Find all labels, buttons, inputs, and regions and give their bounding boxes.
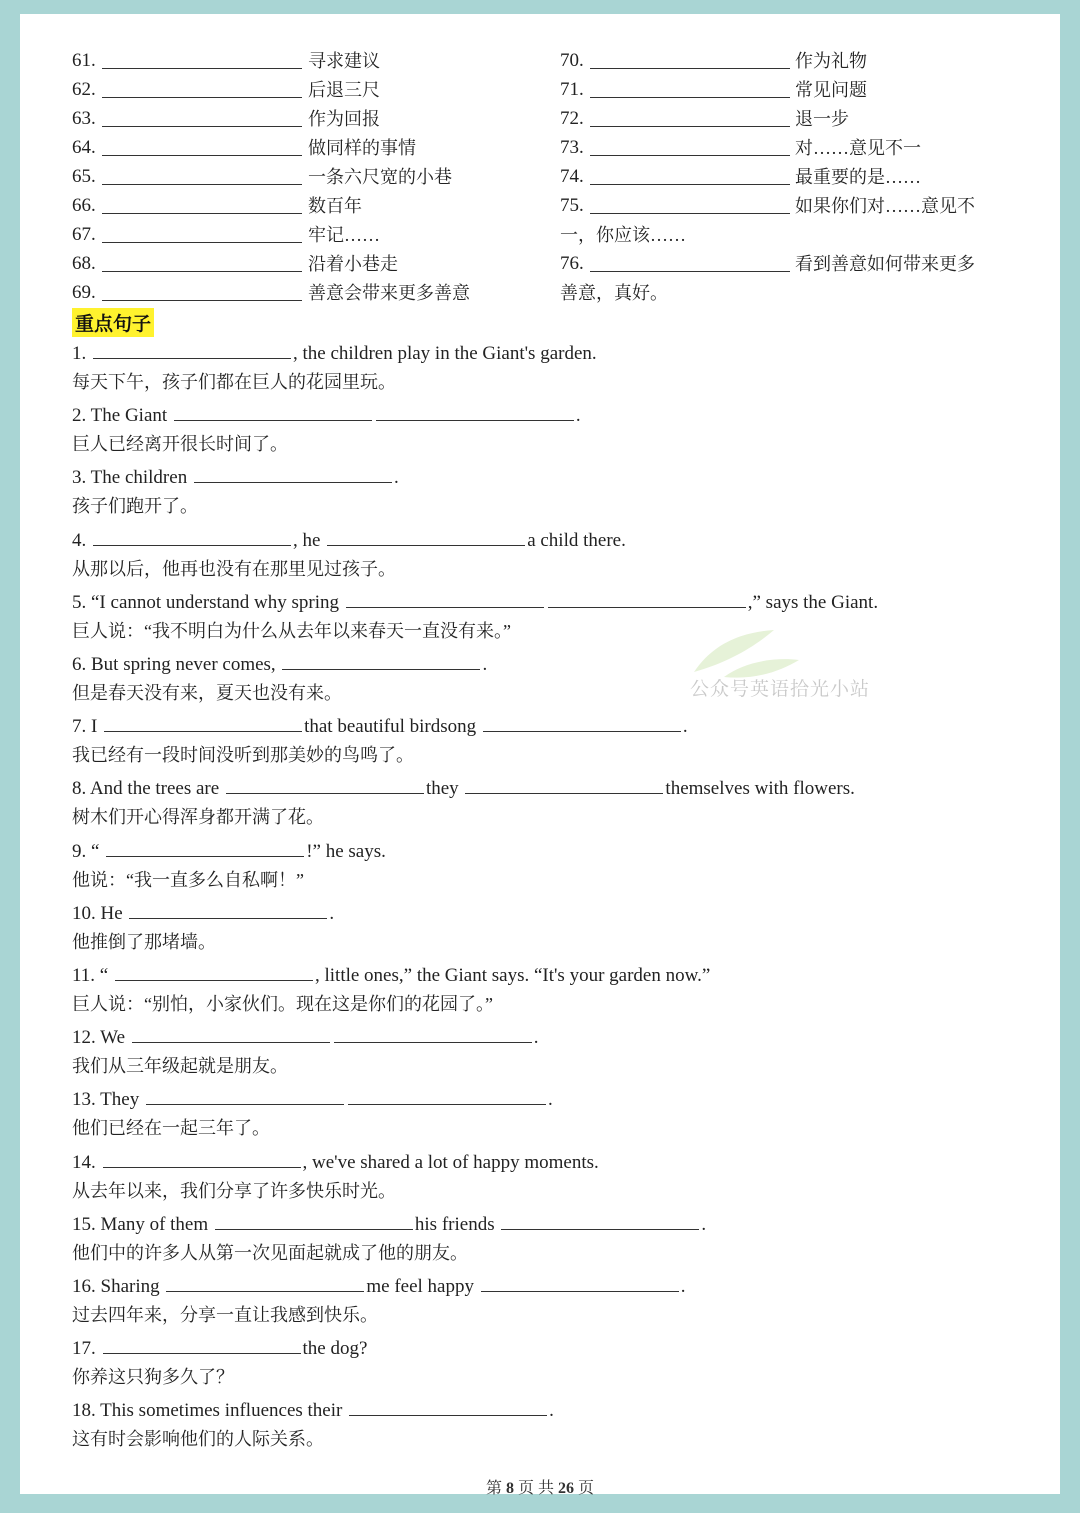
- sentence-text: 8. And the trees are: [72, 778, 220, 799]
- vocab-number: 64.: [72, 137, 96, 158]
- sentence-text: 4.: [72, 530, 87, 551]
- vocab-number: 65.: [72, 166, 96, 187]
- sentence-text: .: [393, 467, 399, 488]
- answer-blank[interactable]: [590, 139, 790, 156]
- sentence-translation: 巨人已经离开很长时间了。: [72, 434, 288, 454]
- vocab-meaning: 善意会带来更多善意: [308, 283, 470, 303]
- sentence-text: his friends: [414, 1214, 495, 1235]
- sentence-translation: 巨人说：“我不明白为什么从去年以来春天一直没有来。”: [72, 621, 511, 641]
- sentence-3: [72, 466, 399, 490]
- worksheet-page: [20, 14, 1060, 1497]
- sentence-6: [72, 653, 487, 677]
- vocab-number: 63.: [72, 108, 96, 129]
- answer-blank[interactable]: [102, 139, 302, 156]
- sentence-text: 14.: [72, 1152, 96, 1173]
- sentence-text: , the children play in the Giant's garden.: [293, 343, 597, 364]
- answer-blank[interactable]: [590, 168, 790, 185]
- vocab-number: 61.: [72, 50, 96, 71]
- vocab-number: 71.: [560, 79, 584, 100]
- vocab-number: 62.: [72, 79, 96, 100]
- sentence-text: 15. Many of them: [72, 1214, 209, 1235]
- sentence-text: .: [547, 1089, 553, 1110]
- vocab-number: 69.: [72, 282, 96, 303]
- answer-blank[interactable]: [590, 52, 790, 69]
- answer-blank[interactable]: [334, 1026, 532, 1043]
- vocab-meaning: 后退三尺: [308, 80, 380, 100]
- sentence-text: .: [329, 903, 335, 924]
- footer-page-number: 8: [505, 1480, 514, 1497]
- vocab-number: 70.: [560, 50, 584, 71]
- vocab-meaning: 常见问题: [795, 80, 867, 100]
- sentence-text: 16. Sharing: [72, 1276, 160, 1297]
- sentence-text: 3. The children: [72, 467, 188, 488]
- answer-blank[interactable]: [215, 1213, 413, 1230]
- sentence-4: [72, 529, 626, 553]
- answer-blank[interactable]: [465, 777, 663, 794]
- answer-blank[interactable]: [115, 964, 313, 981]
- answer-blank[interactable]: [93, 342, 291, 359]
- answer-blank[interactable]: [590, 255, 790, 272]
- sentence-translation: 巨人说：“别怕，小家伙们。现在这是你们的花园了。”: [72, 994, 493, 1014]
- sentence-text: .: [533, 1027, 539, 1048]
- sentence-8: [72, 777, 855, 801]
- footer-post: 页: [578, 1480, 595, 1497]
- vocab-number: 68.: [72, 253, 96, 274]
- answer-blank[interactable]: [102, 284, 302, 301]
- sentence-7: [72, 715, 688, 739]
- sentence-text: that beautiful birdsong: [304, 716, 477, 737]
- sentence-text: 11. “: [72, 965, 109, 986]
- vocab-meaning: 做同样的事情: [308, 138, 416, 158]
- answer-blank[interactable]: [102, 255, 302, 272]
- sentence-text: !” he says.: [306, 841, 386, 862]
- sentence-text: 13. They: [72, 1089, 140, 1110]
- answer-blank[interactable]: [102, 81, 302, 98]
- answer-blank[interactable]: [93, 529, 291, 546]
- answer-blank[interactable]: [349, 1399, 547, 1416]
- sentence-translation: 他推倒了那堵墙。: [72, 932, 216, 952]
- answer-blank[interactable]: [226, 777, 424, 794]
- vocab-meaning: 作为回报: [308, 109, 380, 129]
- vocab-meaning-continued: 一，你应该……: [560, 225, 686, 245]
- sentence-text: they: [425, 778, 459, 799]
- answer-blank[interactable]: [102, 110, 302, 127]
- answer-blank[interactable]: [483, 715, 681, 732]
- sentence-text: 12. We: [72, 1027, 126, 1048]
- answer-blank[interactable]: [103, 1151, 301, 1168]
- sentence-translation: 我们从三年级起就是朋友。: [72, 1056, 288, 1076]
- sentence-text: , he: [293, 530, 321, 551]
- sentence-text: ,” says the Giant.: [747, 592, 879, 613]
- answer-blank[interactable]: [327, 529, 525, 546]
- answer-blank[interactable]: [481, 1275, 679, 1292]
- vocab-number: 73.: [560, 137, 584, 158]
- sentence-1: [72, 342, 597, 366]
- vocab-meaning: 寻求建议: [308, 51, 380, 71]
- vocab-meaning: 如果你们对……意见不: [795, 196, 975, 216]
- vocab-number: 67.: [72, 224, 96, 245]
- vocab-meaning: 数百年: [308, 196, 362, 216]
- vocab-meaning: 退一步: [795, 109, 849, 129]
- sentence-translation: 这有时会影响他们的人际关系。: [72, 1429, 324, 1449]
- answer-blank[interactable]: [194, 466, 392, 483]
- vocab-number: 72.: [560, 108, 584, 129]
- vocab-meaning: 沿着小巷走: [308, 254, 398, 274]
- sentence-text: , we've shared a lot of happy moments.: [302, 1152, 599, 1173]
- sentence-translation: 过去四年来，分享一直让我感到快乐。: [72, 1305, 378, 1325]
- sentence-translation: 每天下午，孩子们都在巨人的花园里玩。: [72, 372, 396, 392]
- sentence-text: 6. But spring never comes,: [72, 654, 276, 675]
- answer-blank[interactable]: [348, 1088, 546, 1105]
- sentence-11: [72, 964, 710, 988]
- answer-blank[interactable]: [501, 1213, 699, 1230]
- sentence-translation: 我已经有一段时间没听到那美妙的鸟鸣了。: [72, 745, 414, 765]
- answer-blank[interactable]: [103, 1337, 301, 1354]
- vocab-meaning-continued: 善意，真好。: [560, 283, 668, 303]
- sentence-text: .: [682, 716, 688, 737]
- sentence-5: [72, 591, 878, 615]
- sentence-text: 2. The Giant: [72, 405, 168, 426]
- answer-blank[interactable]: [146, 1088, 344, 1105]
- answer-blank[interactable]: [166, 1275, 364, 1292]
- answer-blank[interactable]: [590, 197, 790, 214]
- sentence-text: .: [575, 405, 581, 426]
- answer-blank[interactable]: [174, 404, 372, 421]
- sentence-text: 1.: [72, 343, 87, 364]
- section-title: 重点句子: [72, 308, 154, 337]
- answer-blank[interactable]: [282, 653, 480, 670]
- vocab-meaning: 牢记……: [308, 225, 380, 245]
- footer-pre: 第: [485, 1480, 502, 1497]
- sentence-text: 18. This sometimes influences their: [72, 1400, 343, 1421]
- sentence-translation: 他们中的许多人从第一次见面起就成了他的朋友。: [72, 1243, 468, 1263]
- sentence-14: [72, 1151, 599, 1175]
- vocab-number: 74.: [560, 166, 584, 187]
- sentence-text: 9. “: [72, 841, 100, 862]
- sentence-12: [72, 1026, 539, 1050]
- sentence-18: [72, 1399, 554, 1423]
- answer-blank[interactable]: [346, 591, 544, 608]
- vocab-number: 66.: [72, 195, 96, 216]
- vocab-number: 75.: [560, 195, 584, 216]
- sentence-translation: 树木们开心得浑身都开满了花。: [72, 807, 324, 827]
- answer-blank[interactable]: [102, 168, 302, 185]
- sentence-9: [72, 840, 386, 864]
- sentence-17: [72, 1337, 367, 1361]
- answer-blank[interactable]: [102, 52, 302, 69]
- answer-blank[interactable]: [590, 81, 790, 98]
- answer-blank[interactable]: [548, 591, 746, 608]
- sentence-text: .: [482, 654, 488, 675]
- answer-blank[interactable]: [590, 110, 790, 127]
- answer-blank[interactable]: [132, 1026, 330, 1043]
- watermark-text: 公众号英语拾光小站: [690, 678, 871, 700]
- sentence-text: .: [701, 1214, 707, 1235]
- vocab-meaning: 看到善意如何带来更多: [795, 254, 975, 274]
- answer-blank[interactable]: [106, 840, 304, 857]
- sentence-2: [72, 404, 581, 428]
- sentence-text: a child there.: [527, 530, 626, 551]
- sentence-text: , little ones,” the Giant says. “It's your garden now.”: [314, 965, 711, 986]
- sentence-15: [72, 1213, 706, 1237]
- sentence-13: [72, 1088, 553, 1112]
- vocab-meaning: 最重要的是……: [795, 167, 921, 187]
- sentence-text: 17.: [72, 1338, 96, 1359]
- vocab-meaning: 作为礼物: [795, 51, 867, 71]
- sentence-translation: 你养这只狗多久了？: [72, 1367, 234, 1387]
- sentence-text: me feel happy: [366, 1276, 474, 1297]
- answer-blank[interactable]: [129, 902, 327, 919]
- sentence-translation: 从那以后，他再也没有在那里见过孩子。: [72, 559, 396, 579]
- sentence-translation: 他们已经在一起三年了。: [72, 1118, 270, 1138]
- page-footer: [20, 1475, 1060, 1498]
- vocab-number: 76.: [560, 253, 584, 274]
- sentence-text: themselves with flowers.: [665, 778, 855, 799]
- leaf-watermark-icon: [684, 622, 804, 682]
- sentence-text: the dog?: [302, 1338, 368, 1359]
- answer-blank[interactable]: [104, 715, 302, 732]
- sentence-16: [72, 1275, 685, 1299]
- sentence-text: 10. He: [72, 903, 123, 924]
- sentence-translation: 从去年以来，我们分享了许多快乐时光。: [72, 1181, 396, 1201]
- answer-blank[interactable]: [102, 226, 302, 243]
- sentence-translation: 但是春天没有来，夏天也没有来。: [72, 683, 342, 703]
- answer-blank[interactable]: [102, 197, 302, 214]
- answer-blank[interactable]: [376, 404, 574, 421]
- sentence-text: .: [680, 1276, 686, 1297]
- sentence-text: .: [549, 1400, 554, 1421]
- vocab-meaning: 一条六尺宽的小巷: [308, 167, 452, 187]
- sentence-10: [72, 902, 334, 926]
- sentence-translation: 他说：“我一直多么自私啊！”: [72, 870, 304, 890]
- vocab-meaning: 对……意见不一: [795, 138, 921, 158]
- sentence-text: 5. “I cannot understand why spring: [72, 592, 339, 613]
- footer-mid: 页 共: [517, 1480, 554, 1497]
- sentence-translation: 孩子们跑开了。: [72, 496, 198, 516]
- footer-total-pages: 26: [558, 1480, 574, 1497]
- sentence-text: 7. I: [72, 716, 98, 737]
